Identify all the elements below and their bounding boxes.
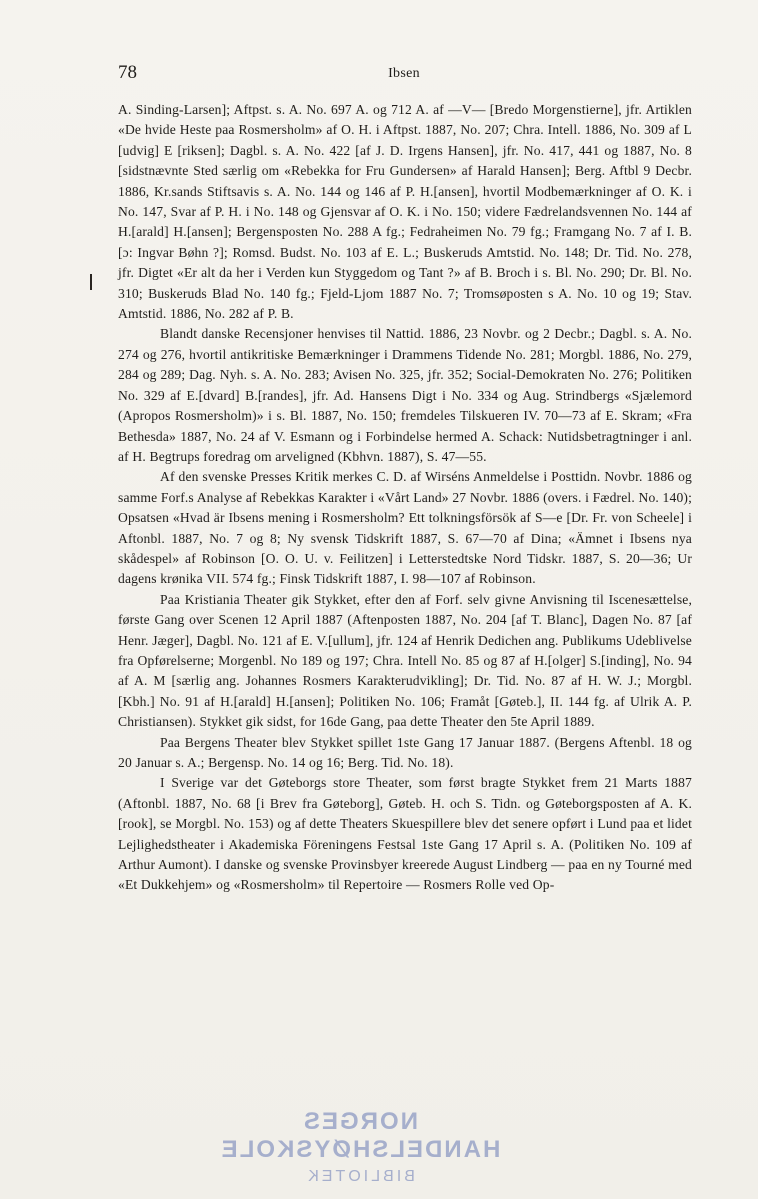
running-title: Ibsen	[388, 66, 420, 81]
paragraph: I Sverige var det Gøteborgs store Theater, som først bragte Stykket frem 21 Marts 1887 (Aftonbl. 1887, No. 68 [i Brev fra Gøteborg], Gøteb. H. och S. Tidn. og Gøteborgsposten af A. K.[rook], se Morgbl. No. 153) og af dette Theaters Skuespillere blev det senere opført i Lund paa et lidet Lejlighedstheater i Akademiska Föreningens Festsal 1ste Gang 17 April s. A. (Politiken No. 109 af Arthur Aumont). I danske og svenske Provinsbyer kreerede August Lindberg — paa en ny Tourné med «Et Dukkehjem» og «Rosmersholm» til Repertoire — Rosmers Rolle ved Op-	[118, 775, 692, 893]
body-text	[118, 100, 692, 896]
paragraph: Af den svenske Presses Kritik merkes C. D. af Wirséns Anmeldelse i Posttidn. Novbr. 1886 og samme Forf.s Analyse af Rebekkas Karakter i «Vårt Land» 27 Novbr. 1886 (overs. i Fædrel. No. 140); Opsatsen «Hvad är Ibsens mening i Rosmersholm? Ett tolkningsförsök af S—e [Dr. Fr. von Scheele] i Aftonbl. 1887, No. 7 og 8; Ny svensk Tidskrift 1887, S. 67—70 af Dina; «Ämnet i Ibsens nya skådespel» af Robinson [O. O. U. v. Feilitzen] i Letterstedtske Nord Tidskr. 1887, S. 20—36; Ur dagens krønika VII. 574 fg.; Finsk Tidskrift 1887, I. 98—107 af Robinson.	[118, 469, 692, 587]
stamp-line-2: BIBLIOTEK	[305, 1168, 415, 1185]
paragraph: Paa Bergens Theater blev Stykket spillet 1ste Gang 17 Januar 1887. (Bergens Aftenbl. 18 og 20 Januar s. A.; Bergensp. No. 14 og 16; Berg. Tid. No. 18).	[118, 734, 692, 770]
paragraph: A. Sinding-Larsen]; Aftpst. s. A. No. 697 A. og 712 A. af —V— [Bredo Morgenstierne], jfr. Artiklen «De hvide Heste paa Rosmersholm» af O. H. i Aftpst. 1887, No. 207; Chra. Intell. 1886, No. 309 af L [udvig] E [riksen]; Dagbl. s. A. No. 422 [af J. D. Irgens Hansen], jfr. No. 417, 441 og 1887, No. 8 [sidstnævnte Sted særlig om «Rebekka for Fru Gundersen» af Harald Hansen]; Berg. Aftbl 9 Decbr. 1886, Kr.sands Stiftsavis s. A. No. 144 og 146 af P. H.[ansen], hvortil Modbemærkninger af O. K. i No. 147, Svar af P. H. i No. 148 og Gjensvar af O. K. i No. 150; videre Fædrelandsvennen No. 144 af H.[arald] H.[ansen]; Bergensposten No. 288 A fg.; Fedraheimen No. 79 fg.; Framgang No. 7 af I. B. [ɔ: Ingvar Bøhn ?]; Romsd. Budst. No. 103 af E. L.; Buskeruds Amtstid. No. 148; Dr. Tid. No. 278, jfr. Digtet «Er alt da her i Verden kun Styggedom og Tant ?» af B. Broch i s. Bl. No. 290; Dr. Bl. No. 310; Buskeruds Blad No. 140 fg.; Fjeld-Ljom 1887 No. 7; Tromsøposten s A. No. 10 og 19; Stav. Amtstid. 1886, No. 282 af P. B.	[118, 102, 692, 322]
margin-mark	[90, 274, 92, 290]
page-number: 78	[118, 62, 137, 83]
paragraph: Paa Kristiania Theater gik Stykket, efter den af Forf. selv givne Anvisning til Iscenesættelse, første Gang over Scenen 12 April 1887 (Aftenposten 1887, No. 204 [af T. Blanc], Dagen No. 87 [af Henr. Jæger], Dagbl. No. 121 af E. V.[ullum], jfr. 124 af Henrik Dedichen ang. Publikums Udeblivelse fra Opførelserne; Morgenbl. No 189 og 197; Chra. Intell No. 85 og 87 af H.[olger] S.[inding], No. 94 af A. M [særlig ang. Johannes Rosmers Karakterudvikling]; Dr. Tid. No. 87 af H. W. J.; Morgbl. [Kbh.] No. 91 af H.[arald] H.[ansen]; Politiken No. 106; Framåt [Gøteb.], II. 144 fg. af Ulrik A. P. Christiansen). Stykket gik sidst, for 16de Gang, paa dette Theater den 5te April 1889.	[118, 591, 692, 730]
paragraph: Blandt danske Recensjoner henvises til Nattid. 1886, 23 Novbr. og 2 Decbr.; Dagbl. s. A. No. 274 og 276, hvortil antikritiske Bemærkninger i Drammens Tidende No. 281; Morgbl. 1886, No. 279, 284 og 289; Dag. Nyh. s. A. No. 283; Avisen No. 325, jfr. 352; Social-Demokraten No. 276; Politiken No. 329 af E.[dvard] B.[randes], jfr. Ad. Hansens Digt i No. 334 og Aug. Strindbergs «Sjælemord (Apropos Rosmersholm)» i s. Bl. 1887, No. 150; fremdeles Tilskueren IV. 70—73 af E. Skram; «Fra Bethesda» 1887, No. 24 af V. Esmann og i Forbindelse hermed A. Schack: Nutidsbetragtninger i anl. af H. Begtrups foredrag om arveligned (Kbhvn. 1887), S. 47—55.	[118, 326, 692, 464]
library-stamp	[180, 1108, 540, 1185]
page-header	[118, 62, 690, 92]
stamp-line-1: NORGES HANDELSHØYSKOLE	[219, 1108, 501, 1163]
